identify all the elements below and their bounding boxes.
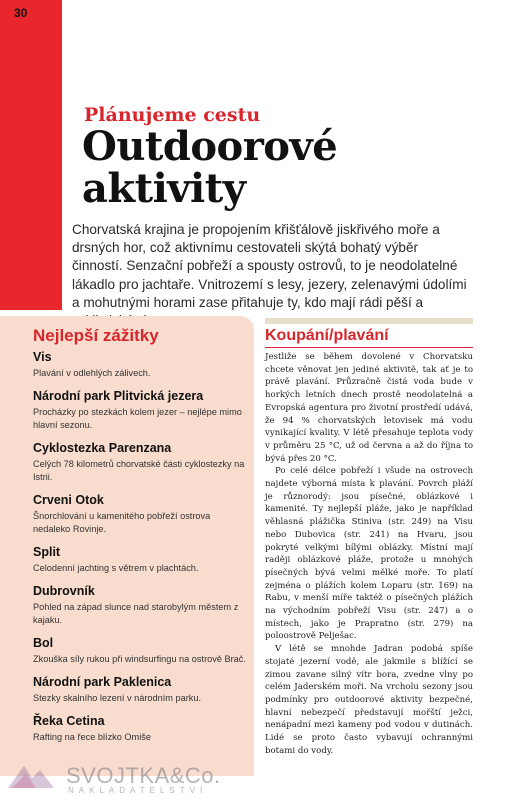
list-item	[33, 545, 248, 575]
item-desc: Celých 78 kilometrů chorvatské části cyklostezky na Istrii.	[33, 459, 245, 482]
list-item	[33, 714, 248, 744]
sidebar-title: Nejlepší zážitky	[33, 326, 159, 345]
item-name: Crveni Otok	[33, 493, 104, 507]
body-paragraph: Jestliže se během dovolené v Chorvatsku chcete věnovat jen jediné aktivitě, tak ať je to právě plavání. Průzračně čistá voda bude v horkých letních dnech prostě neodolatelná a Evropská agentura pro životní prostředí udává, že 94 % chorvatských letovisek má vodu vynikající kvality. V létě přesahuje teplota vody v průměru 25 °C, už od června a až do října to bývá přes 20 °C.	[265, 352, 473, 464]
section-title: Koupání/plavání	[265, 327, 389, 344]
item-desc: Pohled na západ slunce nad starobylým městem z kajaku.	[33, 602, 239, 625]
publisher-logo-icon	[6, 760, 56, 790]
list-item	[33, 441, 248, 484]
title-line-2: aktivity	[82, 165, 246, 212]
item-desc: Rafting na řece blízko Omiše	[33, 732, 151, 742]
publisher-watermark-sub: NAKLADATELSTVÍ	[68, 786, 208, 795]
page-number: 30	[14, 6, 28, 20]
item-name: Řeka Cetina	[33, 714, 105, 728]
section-top-rule	[265, 318, 473, 324]
item-desc: Plavání v odlehlých zálivech.	[33, 368, 151, 378]
list-item	[33, 636, 248, 666]
red-side-band	[0, 0, 62, 310]
item-desc: Procházky po stezkách kolem jezer – nejlépe mimo hlavní sezonu.	[33, 407, 242, 430]
item-name: Split	[33, 545, 61, 559]
item-name: Národní park Paklenica	[33, 675, 172, 689]
item-name: Dubrovník	[33, 584, 95, 598]
item-name: Národní park Plitvická jezera	[33, 389, 204, 403]
section-kicker: Plánujeme cestu	[84, 104, 261, 126]
list-item	[33, 675, 248, 705]
item-desc: Šnorchlování u kamenitého pobřeží ostrova nedaleko Rovinje.	[33, 511, 211, 534]
section-underline	[265, 347, 473, 348]
item-desc: Stezky skalního lezení v národním parku.	[33, 693, 202, 703]
body-paragraph: Po celé délce pobřeží i všude na ostrovech najdete výborná místa k plavání. Povrch pláží je různorodý: jsou písečné, oblázkové i kamenité. Ty nejlepší pláže, jako je například věhlasná plážička Stiniva (str. 249) na Visu nebo Dubovica (str. 241) na Hvaru, jsou pokryté velkými bílými oblázky. Místní mají raději oblázkové pláže, protože u mnohých písečných bývá velmi mělké moře. To platí zejména o plážích kolem Loparu (str. 169) na Rabu, v menší míře taktéž o písečných plážích na východním pobřeží Visu (str. 247) a o místech, jako je Prapratno (str. 279) na poloostrově Pelješac.	[265, 466, 473, 642]
item-name: Bol	[33, 636, 54, 650]
publisher-watermark: SVOJTKA&Co.	[66, 763, 221, 788]
list-item	[33, 584, 248, 627]
list-item	[33, 493, 248, 536]
section-body	[265, 351, 473, 758]
highlights-list	[33, 350, 248, 753]
list-item	[33, 389, 248, 432]
body-paragraph: V létě se mnohde Jadran podobá spíše stojaté jezerní vodě, ale jakmile s blížící se zimou zavane silný vítr bora, zvedne vlny po celém Jaderském moři. Na vrcholu sezony jsou podmínky pro outdoorové aktivity bezpečné, hlavní nebezpečí představují mořští ježci, nenápadní mezi kameny pod vodou v dutinách. Lidé se proto často vybavují ochrannými botami do vody.	[265, 644, 473, 756]
item-name: Cyklostezka Parenzana	[33, 441, 172, 455]
item-desc: Zkouška síly rukou při windsurfingu na ostrově Brač.	[33, 654, 246, 664]
intro-paragraph: Chorvatská krajina je propojením křišťálově jiskřivého moře a drsných hor, což aktivnímu cestovateli skýtá bohatý výběr činností. Senzační pobřeží a spousty ostrovů, to je neodolatelné lákadlo pro jachtaře. Vnitrozemí s lesy, jezery, zelenavými údolími a mohutnými horami zase přitahuje ty, kdo mají rádi pěší a	[72, 222, 467, 310]
page-title	[82, 123, 338, 212]
title-line-1: Outdoorové	[82, 123, 338, 170]
item-desc: Celodenní jachting s větrem v plachtách.	[33, 563, 199, 573]
list-item	[33, 350, 248, 380]
item-name: Vis	[33, 350, 52, 364]
